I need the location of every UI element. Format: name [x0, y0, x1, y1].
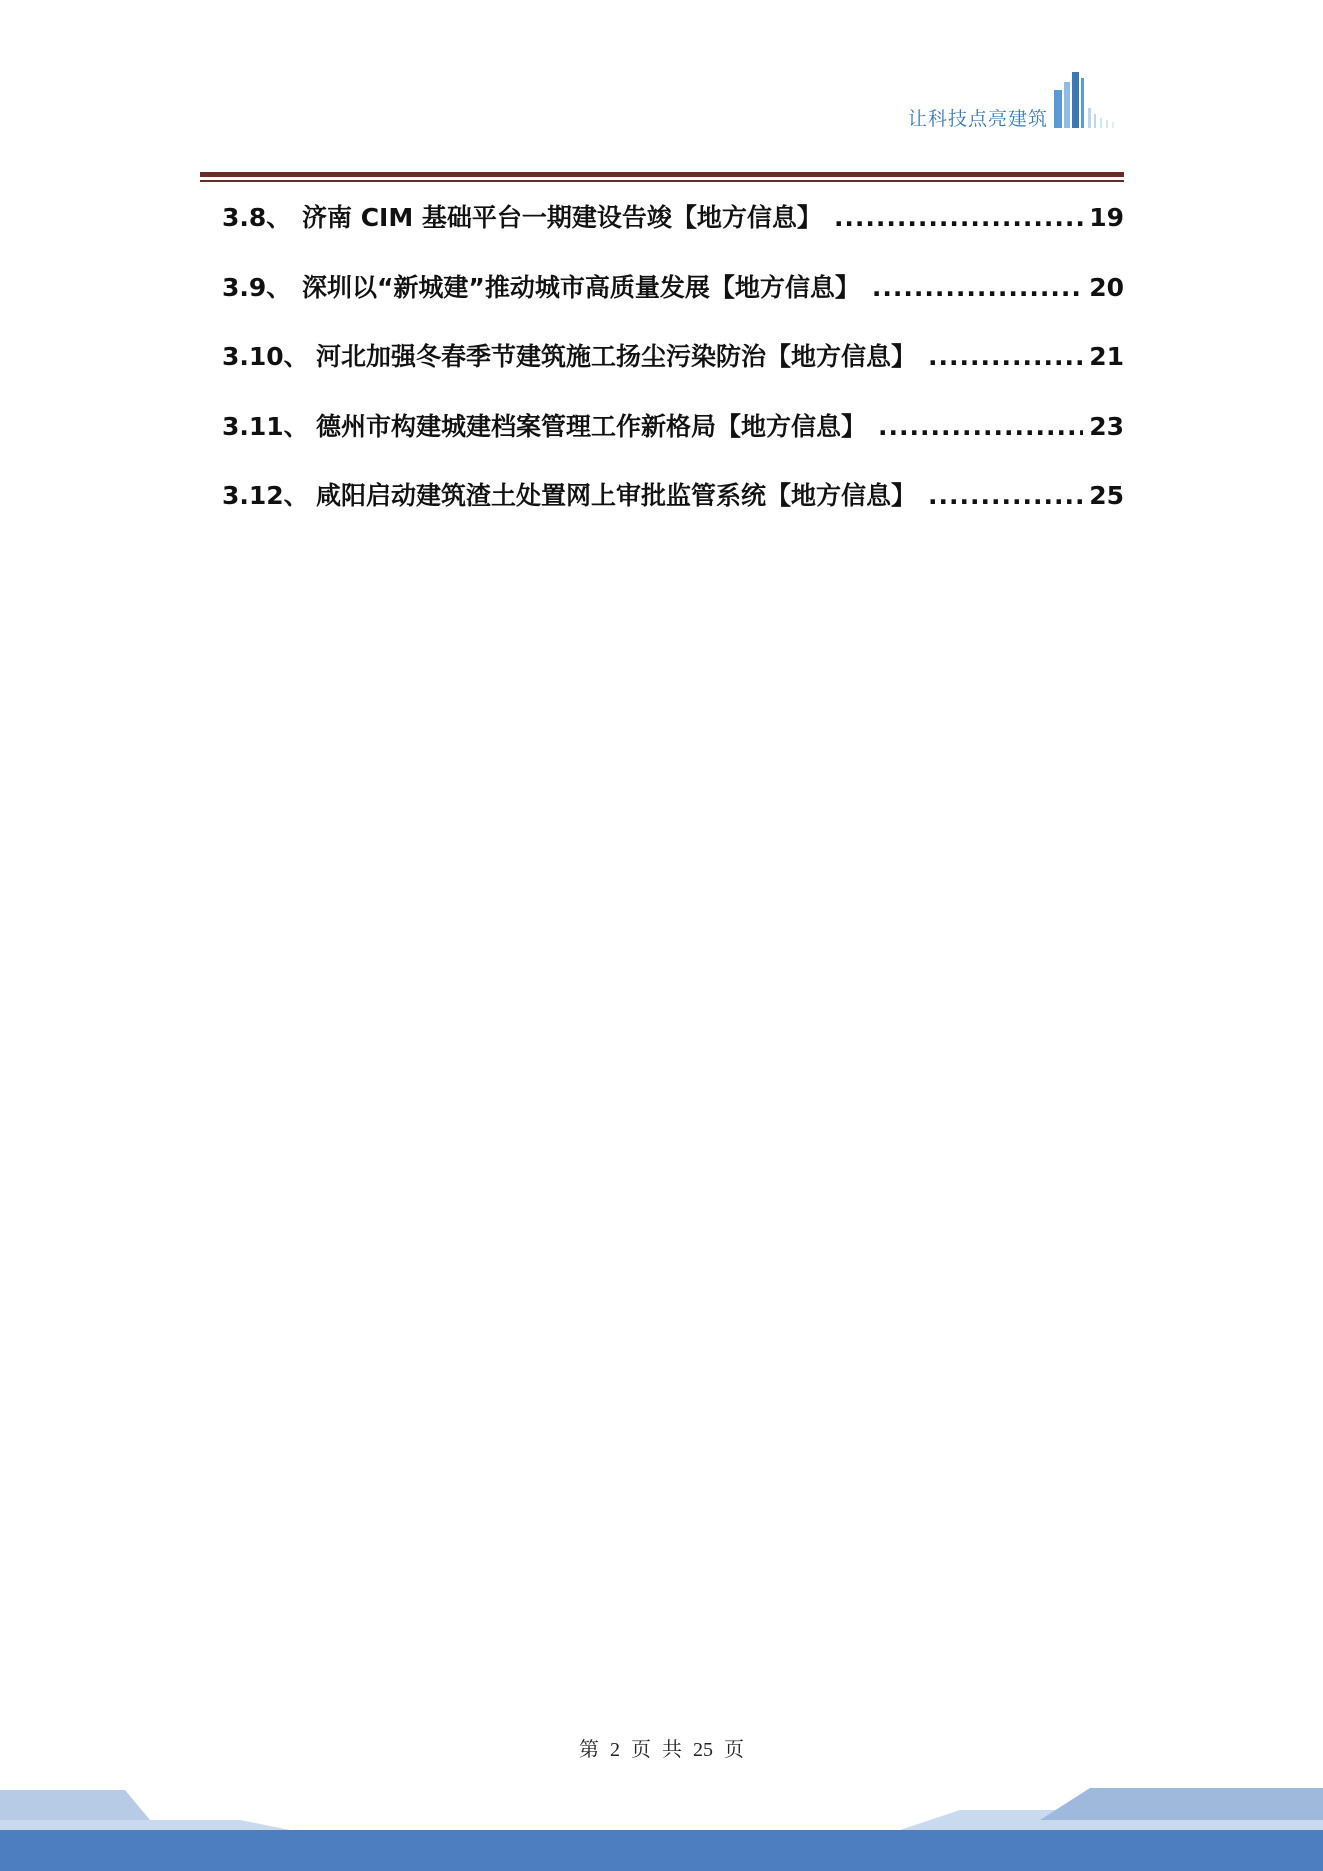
toc-dot-leader — [872, 273, 1083, 302]
toc-entry-title: 济南 CIM 基础平台一期建设告竣【地方信息】 — [302, 203, 822, 232]
header-rule-thick — [200, 172, 1124, 177]
toc-entry-page: 23 — [1089, 411, 1124, 441]
toc-dot-leader — [834, 203, 1083, 232]
toc-dot-leader — [928, 481, 1083, 510]
table-of-contents — [222, 198, 1124, 546]
toc-entry[interactable] — [222, 198, 1124, 268]
toc-entry-number: 3.12、 — [222, 481, 309, 510]
page-header — [0, 0, 1323, 200]
header-rule-thin — [200, 180, 1124, 182]
toc-entry-number: 3.11、 — [222, 411, 309, 441]
toc-entry[interactable] — [222, 337, 1124, 407]
toc-dot-leader — [928, 342, 1083, 371]
toc-entry-title: 德州市构建城建档案管理工作新格局【地方信息】 — [316, 411, 867, 441]
header-slogan: 让科技点亮建筑 — [908, 108, 1049, 130]
toc-entry-title: 河北加强冬春季节建筑施工扬尘污染防治【地方信息】 — [316, 342, 917, 371]
footer-decorative-band — [0, 1780, 1323, 1871]
toc-entry-title: 深圳以“新城建”推动城市高质量发展【地方信息】 — [302, 272, 860, 302]
toc-entry-number: 3.9、 — [222, 272, 292, 302]
toc-dot-leader — [878, 412, 1083, 441]
toc-entry-page: 21 — [1089, 342, 1124, 371]
toc-entry-page: 25 — [1089, 481, 1124, 510]
toc-entry[interactable] — [222, 476, 1124, 546]
page-number-footer: 第 2 页 共 25 页 — [579, 1739, 744, 1761]
toc-entry-title: 咸阳启动建筑渣土处置网上审批监管系统【地方信息】 — [316, 481, 917, 510]
toc-entry-number: 3.10、 — [222, 342, 309, 371]
toc-entry-page: 19 — [1089, 203, 1124, 232]
building-logo-icon — [1050, 72, 1120, 128]
toc-entry-page: 20 — [1089, 272, 1124, 302]
toc-entry[interactable] — [222, 268, 1124, 338]
toc-entry[interactable] — [222, 407, 1124, 477]
toc-entry-number: 3.8、 — [222, 203, 292, 232]
